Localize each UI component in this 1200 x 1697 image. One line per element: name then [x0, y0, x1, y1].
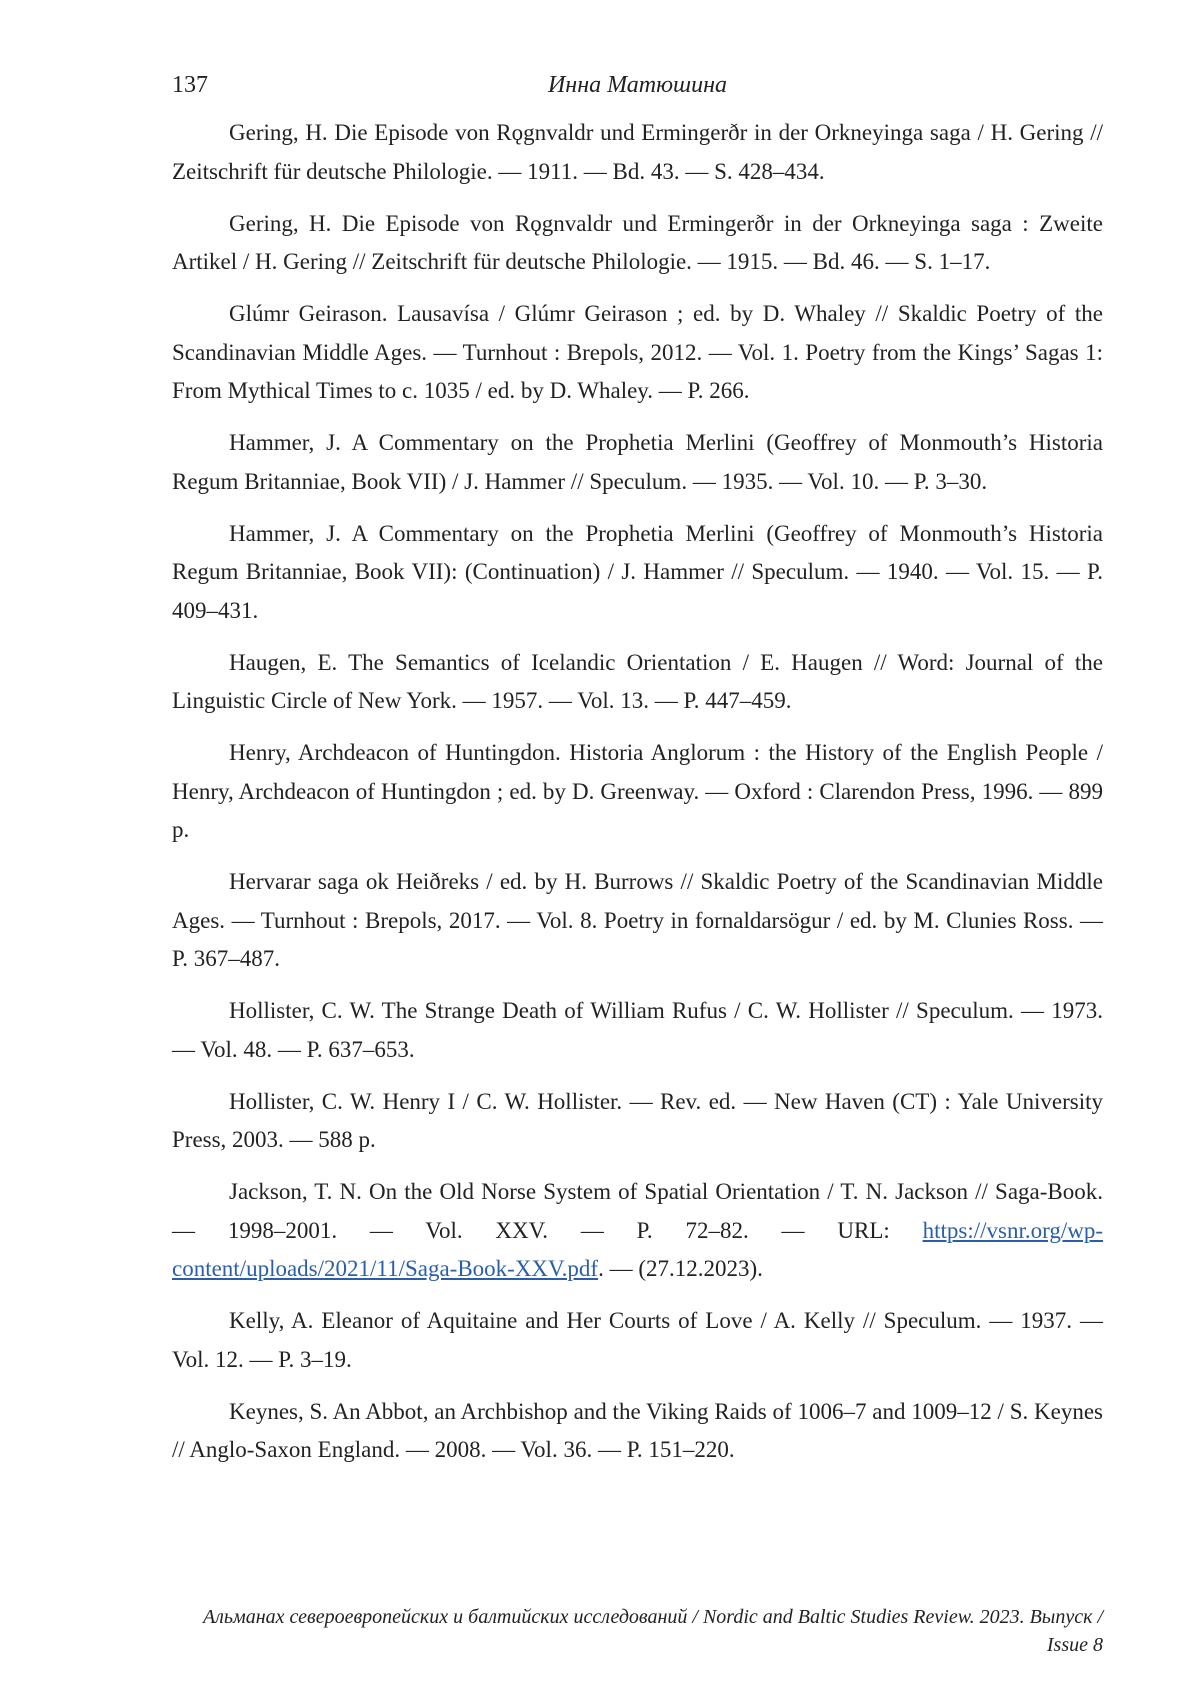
reference-item: Henry, Archdeacon of Huntingdon. Historia Anglorum : the History of the English People / Henry, Archdeacon of Huntingdon ; ed. by D. Greenway. — Oxford : Clarendon Press, 1996. — 899 p. — [172, 734, 1103, 850]
page-number: 137 — [172, 68, 208, 102]
reference-item: Hammer, J. A Commentary on the Prophetia Merlini (Geoffrey of Monmouth’s Historia Regum Britanniae, Book VII) / J. Hammer // Speculum. — 1935. — Vol. 10. — P. 3–30. — [172, 424, 1103, 501]
reference-item: Kelly, A. Eleanor of Aquitaine and Her Courts of Love / A. Kelly // Speculum. — 1937. — Vol. 12. — P. 3–19. — [172, 1302, 1103, 1379]
reference-item: Hervarar saga ok Heiðreks / ed. by H. Burrows // Skaldic Poetry of the Scandinavian Middle Ages. — Turnhout : Brepols, 2017. — Vol. 8. Poetry in fornaldarsögur / ed. by M. Clunies Ross. — P. 367–487. — [172, 863, 1103, 979]
reference-item: Glúmr Geirason. Lausavísa / Glúmr Geirason ; ed. by D. Whaley // Skaldic Poetry of the Scandinavian Middle Ages. — Turnhout : Brepols, 2012. — Vol. 1. Poetry from the Kings’ Sagas 1: From Mythical Times to c. 1035 / ed. by D. Whaley. — P. 266. — [172, 295, 1103, 411]
reference-list — [172, 114, 1103, 1483]
page-footer-journal-title: Альманах североевропейских и балтийских исследований / Nordic and Baltic Studies Review. 2023. Выпуск / Issue 8 — [172, 1603, 1103, 1659]
reference-item: Gering, H. Die Episode von Rǫgnvaldr und Ermingerðr in der Orkneyinga saga / H. Gering // Zeitschrift für deutsche Philologie. — 1911. — Bd. 43. — S. 428–434. — [172, 114, 1103, 191]
reference-item: Keynes, S. An Abbot, an Archbishop and the Viking Raids of 1006–7 and 1009–12 / S. Keynes // Anglo-Saxon England. — 2008. — Vol. 36. — P. 151–220. — [172, 1393, 1103, 1470]
running-head-author: Инна Матюшина — [172, 68, 1103, 102]
reference-item: Hollister, C. W. The Strange Death of William Rufus / C. W. Hollister // Speculum. — 1973. — Vol. 48. — P. 637–653. — [172, 992, 1103, 1069]
reference-item: Hollister, C. W. Henry I / C. W. Hollister. — Rev. ed. — New Haven (CT) : Yale University Press, 2003. — 588 p. — [172, 1083, 1103, 1160]
reference-url-link[interactable]: https://vsnr.org/wp-content/uploads/2021/11/Saga-Book-XXV.pdf — [172, 1218, 1103, 1282]
reference-text: Jackson, T. N. On the Old Norse System of Spatial Orientation / T. N. Jackson // Saga-Book. — 1998–2001. — Vol. XXV. — P. 72–82. — URL: — [172, 1179, 1103, 1243]
reference-item-with-link — [172, 1173, 1103, 1289]
reference-text: . — (27.12.2023). — [598, 1256, 763, 1281]
page-header — [172, 68, 1103, 102]
reference-item: Hammer, J. A Commentary on the Prophetia Merlini (Geoffrey of Monmouth’s Historia Regum Britanniae, Book VII): (Continuation) / J. Hammer // Speculum. — 1940. — Vol. 15. — P. 409–431. — [172, 515, 1103, 631]
reference-item: Haugen, E. The Semantics of Icelandic Orientation / E. Haugen // Word: Journal of the Linguistic Circle of New York. — 1957. — Vol. 13. — P. 447–459. — [172, 644, 1103, 721]
reference-item: Gering, H. Die Episode von Rǫgnvaldr und Ermingerðr in der Orkneyinga saga : Zweite Artikel / H. Gering // Zeitschrift für deutsche Philologie. — 1915. — Bd. 46. — S. 1–17. — [172, 205, 1103, 282]
